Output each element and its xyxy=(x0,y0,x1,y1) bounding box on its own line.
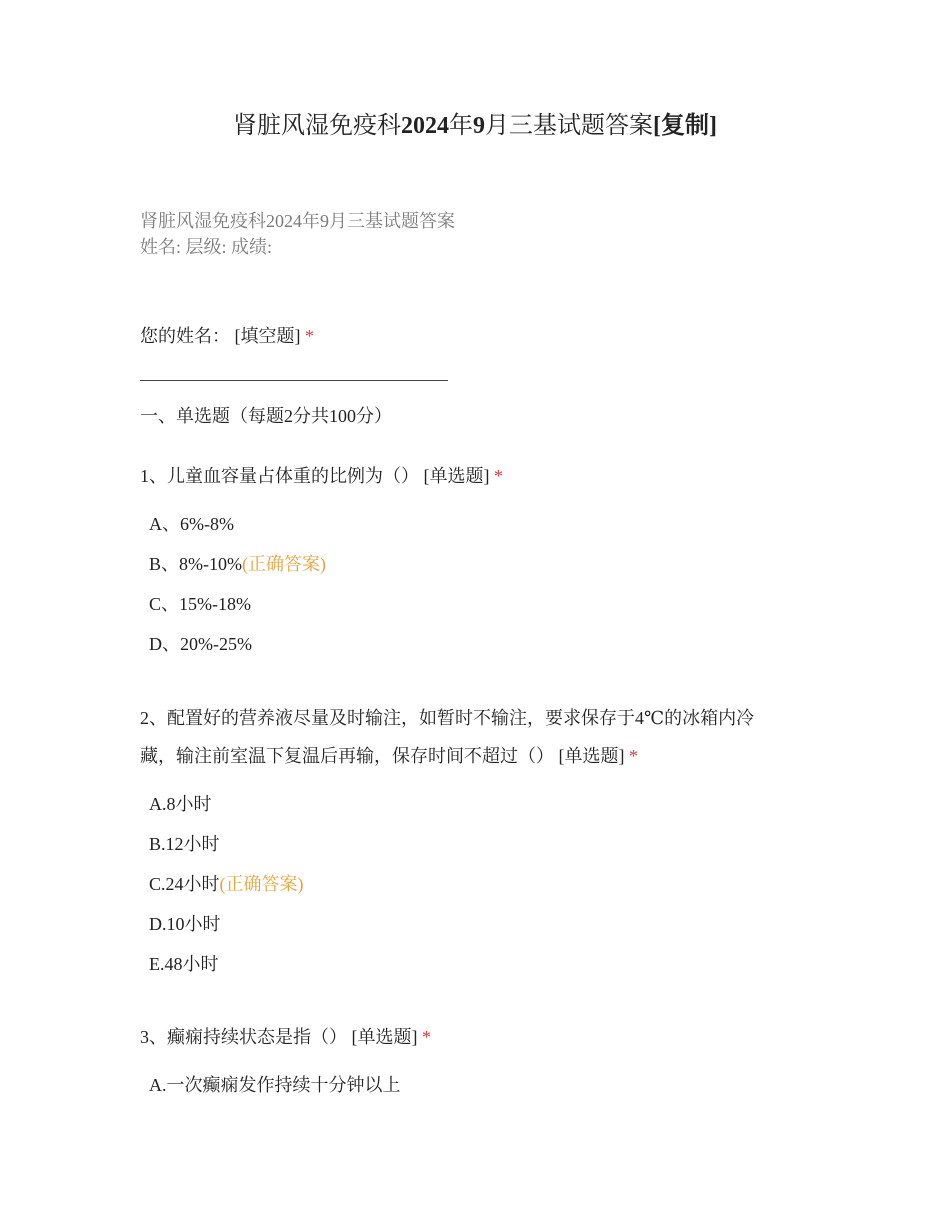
option-text: B.12小时 xyxy=(149,834,220,854)
question-1-option-c[interactable] xyxy=(149,590,251,616)
option-text: A、6%-8% xyxy=(149,514,234,534)
name-input-line[interactable] xyxy=(140,380,448,381)
question-type: [单选题] xyxy=(558,746,625,766)
required-mark: * xyxy=(629,746,638,766)
option-text: C.24小时 xyxy=(149,874,220,894)
question-2-option-d[interactable] xyxy=(149,910,221,936)
question-1-option-a[interactable] xyxy=(149,510,234,536)
copy-link[interactable]: [复制] xyxy=(653,113,717,139)
question-3 xyxy=(140,1018,431,1056)
question-type: [填空题] xyxy=(234,326,301,346)
name-question-label: 您的姓名： xyxy=(140,326,230,346)
page-title xyxy=(0,108,950,144)
option-text: D.10小时 xyxy=(149,914,221,934)
title-year: 2024 xyxy=(401,113,449,139)
required-mark: * xyxy=(494,466,503,486)
option-text: A.8小时 xyxy=(149,794,212,814)
question-3-option-a[interactable] xyxy=(149,1071,401,1097)
option-text: D、20%-25% xyxy=(149,634,252,654)
question-type: [单选题] xyxy=(423,466,490,486)
question-1-option-b[interactable] xyxy=(149,550,326,576)
option-text: E.48小时 xyxy=(149,954,219,974)
correct-answer-label: (正确答案) xyxy=(219,874,304,894)
question-1 xyxy=(140,457,503,495)
title-text-3: 月三基试题答案 xyxy=(485,113,653,139)
question-2-option-c[interactable] xyxy=(149,870,304,896)
section-heading: 一、单选题（每题2分共100分） xyxy=(140,406,392,426)
title-text-1: 肾脏风湿免疫科 xyxy=(233,113,401,139)
question-2-option-e[interactable] xyxy=(149,950,219,976)
title-month: 9 xyxy=(473,113,485,139)
question-2-text: 藏，输注前室温下复温后再输，保存时间不超过（） xyxy=(140,746,554,766)
question-2-line-1: 2、配置好的营养液尽量及时输注，如暂时不输注，要求保存于4℃的冰箱内冷 xyxy=(140,708,755,728)
option-text: B、8%-10% xyxy=(149,554,242,574)
question-type: [单选题] xyxy=(351,1027,418,1047)
question-2-line-2 xyxy=(140,737,638,775)
title-text-2: 年 xyxy=(449,113,473,139)
subtitle: 肾脏风湿免疫科2024年9月三基试题答案 xyxy=(140,211,455,231)
option-text: C、15%-18% xyxy=(149,594,251,614)
correct-answer-label: (正确答案) xyxy=(242,554,326,574)
info-line: 姓名: 层级: 成绩: xyxy=(140,237,273,257)
question-2-option-a[interactable] xyxy=(149,790,212,816)
question-2-option-b[interactable] xyxy=(149,830,220,856)
required-mark: * xyxy=(422,1027,431,1047)
required-mark: * xyxy=(305,326,314,346)
option-text: A.一次癫痫发作持续十分钟以上 xyxy=(149,1075,401,1095)
question-1-option-d[interactable] xyxy=(149,630,252,656)
question-1-text: 1、儿童血容量占体重的比例为（） xyxy=(140,466,419,486)
name-question xyxy=(140,317,314,355)
question-3-text: 3、癫痫持续状态是指（） xyxy=(140,1027,347,1047)
